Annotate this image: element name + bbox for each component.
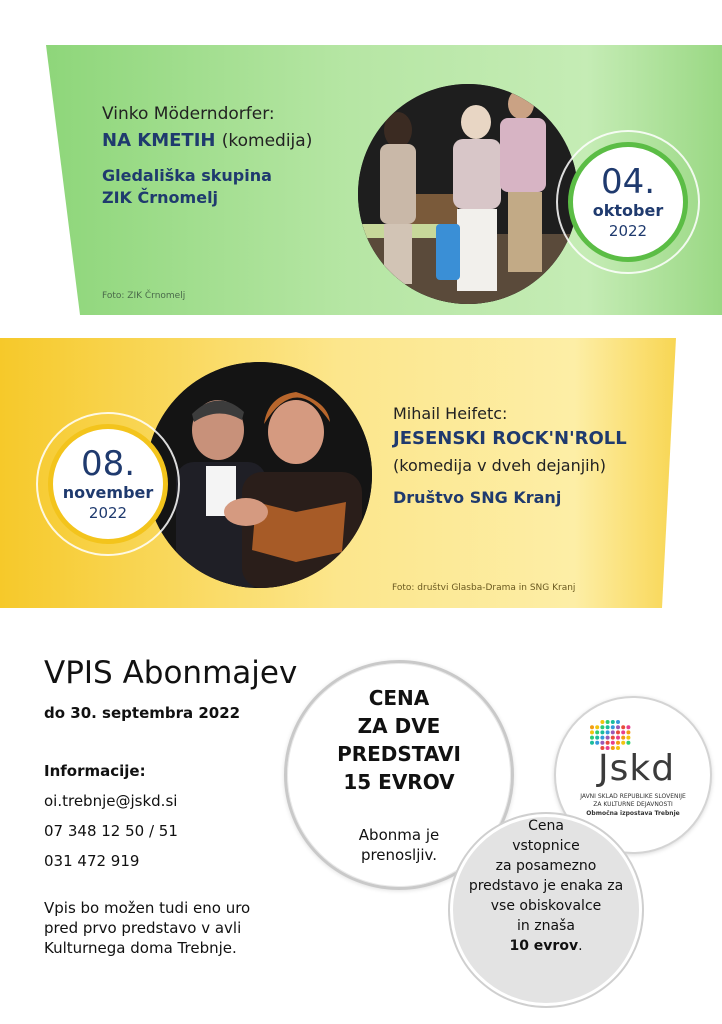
single-line-3: za posamezno xyxy=(495,858,597,874)
jskd-logo-dot xyxy=(621,736,625,740)
event2-genre: (komedija v dveh dejanjih) xyxy=(393,456,607,475)
jskd-logo-dot xyxy=(616,725,620,729)
price-line-2: ZA DVE xyxy=(357,714,441,738)
jskd-logo-dot xyxy=(616,741,620,745)
jskd-logo-dot xyxy=(606,720,610,724)
single-ticket-text xyxy=(456,816,636,956)
jskd-logo-dot xyxy=(595,736,599,740)
jskd-line-3: Območna izpostava Trebnje xyxy=(586,810,680,817)
event1-photo-credit: Foto: ZIK Črnomelj xyxy=(102,291,186,301)
jskd-logo-dot xyxy=(626,730,630,734)
single-price-suffix: . xyxy=(578,938,583,954)
jskd-logo-dot xyxy=(616,720,620,724)
jskd-logo-dot xyxy=(606,741,610,745)
event2-date-month: november xyxy=(62,483,154,502)
price-note-line-2: prenosljiv. xyxy=(360,846,438,864)
jskd-logo-dot xyxy=(611,741,615,745)
info-email[interactable]: oi.trebnje@jskd.si xyxy=(44,792,178,810)
event2-title: JESENSKI ROCK'N'ROLL xyxy=(393,428,627,449)
jskd-logo-dot xyxy=(600,741,604,745)
jskd-logo-dot xyxy=(621,730,625,734)
jskd-logo-dot xyxy=(606,730,610,734)
enrollment-title: VPIS Abonmajev xyxy=(44,655,298,691)
jskd-logo-dot xyxy=(606,736,610,740)
jskd-logo-dot xyxy=(616,736,620,740)
price-note-line-1: Abonma je xyxy=(358,826,440,844)
event1-date-month: oktober xyxy=(592,201,664,220)
event2-photo xyxy=(146,362,372,588)
single-price: 10 evrov xyxy=(509,938,579,954)
jskd-logo-dot xyxy=(600,736,604,740)
event2-photo-credit: Foto: društvi Glasba-Drama in SNG Kranj xyxy=(392,583,576,593)
single-line-1: Cena xyxy=(528,818,564,834)
jskd-line-2: ZA KULTURNE DEJAVNOSTI xyxy=(593,801,673,808)
jskd-logo-dot xyxy=(595,730,599,734)
jskd-logo-dot xyxy=(611,720,615,724)
jskd-logo-dot xyxy=(626,741,630,745)
price-line-4: 15 EVROV xyxy=(343,770,455,794)
jskd-logo-dot xyxy=(621,725,625,729)
jskd-logo-dot xyxy=(600,730,604,734)
jskd-logo-dot xyxy=(595,725,599,729)
event2-stage-image xyxy=(146,362,372,588)
event1-date-day: 04. xyxy=(600,162,656,202)
enrollment-note: Vpis bo možen tudi eno uro pred prvo predstavo v avli Kulturnega doma Trebnje. xyxy=(44,899,251,957)
event2-date-badge xyxy=(48,424,168,544)
info-phone-2[interactable]: 031 472 919 xyxy=(44,852,140,870)
info-phone-1[interactable]: 07 348 12 50 / 51 xyxy=(44,822,178,840)
jskd-logo-dot xyxy=(626,725,630,729)
jskd-logo-dot xyxy=(590,741,594,745)
event2-date-year: 2022 xyxy=(88,504,128,522)
jskd-logo-dot xyxy=(590,736,594,740)
jskd-logo-dot xyxy=(600,720,604,724)
price-line-3: PREDSTAVI xyxy=(337,742,461,766)
event1-genre: (komedija) xyxy=(221,131,313,151)
event1-author: Vinko Möderndorfer: xyxy=(102,104,275,124)
jskd-logo-dot xyxy=(595,741,599,745)
single-line-4: predstavo je enaka za xyxy=(468,878,624,894)
event2-group: Društvo SNG Kranj xyxy=(393,488,562,507)
jskd-logo-dot xyxy=(616,730,620,734)
jskd-logo-dot xyxy=(590,730,594,734)
event2-author: Mihail Heifetc: xyxy=(393,404,508,423)
info-heading: Informacije: xyxy=(44,762,146,780)
price-line-1: CENA xyxy=(368,686,430,710)
single-line-6: in znaša xyxy=(517,918,575,934)
jskd-line-1: JAVNI SKLAD REPUBLIKE SLOVENIJE xyxy=(580,793,686,800)
event1-group-line1: Gledališka skupina xyxy=(102,166,272,185)
event1-group-line2: ZIK Črnomelj xyxy=(102,188,219,207)
jskd-wordmark: Jskd xyxy=(598,748,676,789)
event1-title-text: NA KMETIH xyxy=(102,130,216,151)
single-line-2: vstopnice xyxy=(512,838,580,854)
jskd-logo-dot xyxy=(626,736,630,740)
jskd-logo-dot xyxy=(621,741,625,745)
jskd-logo-dot xyxy=(600,725,604,729)
single-line-7 xyxy=(456,936,636,956)
single-line-5: vse obiskovalce xyxy=(490,898,602,914)
subscription-price xyxy=(300,684,498,796)
event1-date-year: 2022 xyxy=(608,222,648,240)
jskd-logo-dot xyxy=(611,736,615,740)
jskd-logo-dot xyxy=(606,725,610,729)
enrollment-deadline: do 30. septembra 2022 xyxy=(44,704,241,722)
jskd-logo-dot xyxy=(611,730,615,734)
jskd-logo-dot xyxy=(590,725,594,729)
event2-date-day: 08. xyxy=(80,444,136,484)
jskd-logo-dot xyxy=(611,725,615,729)
